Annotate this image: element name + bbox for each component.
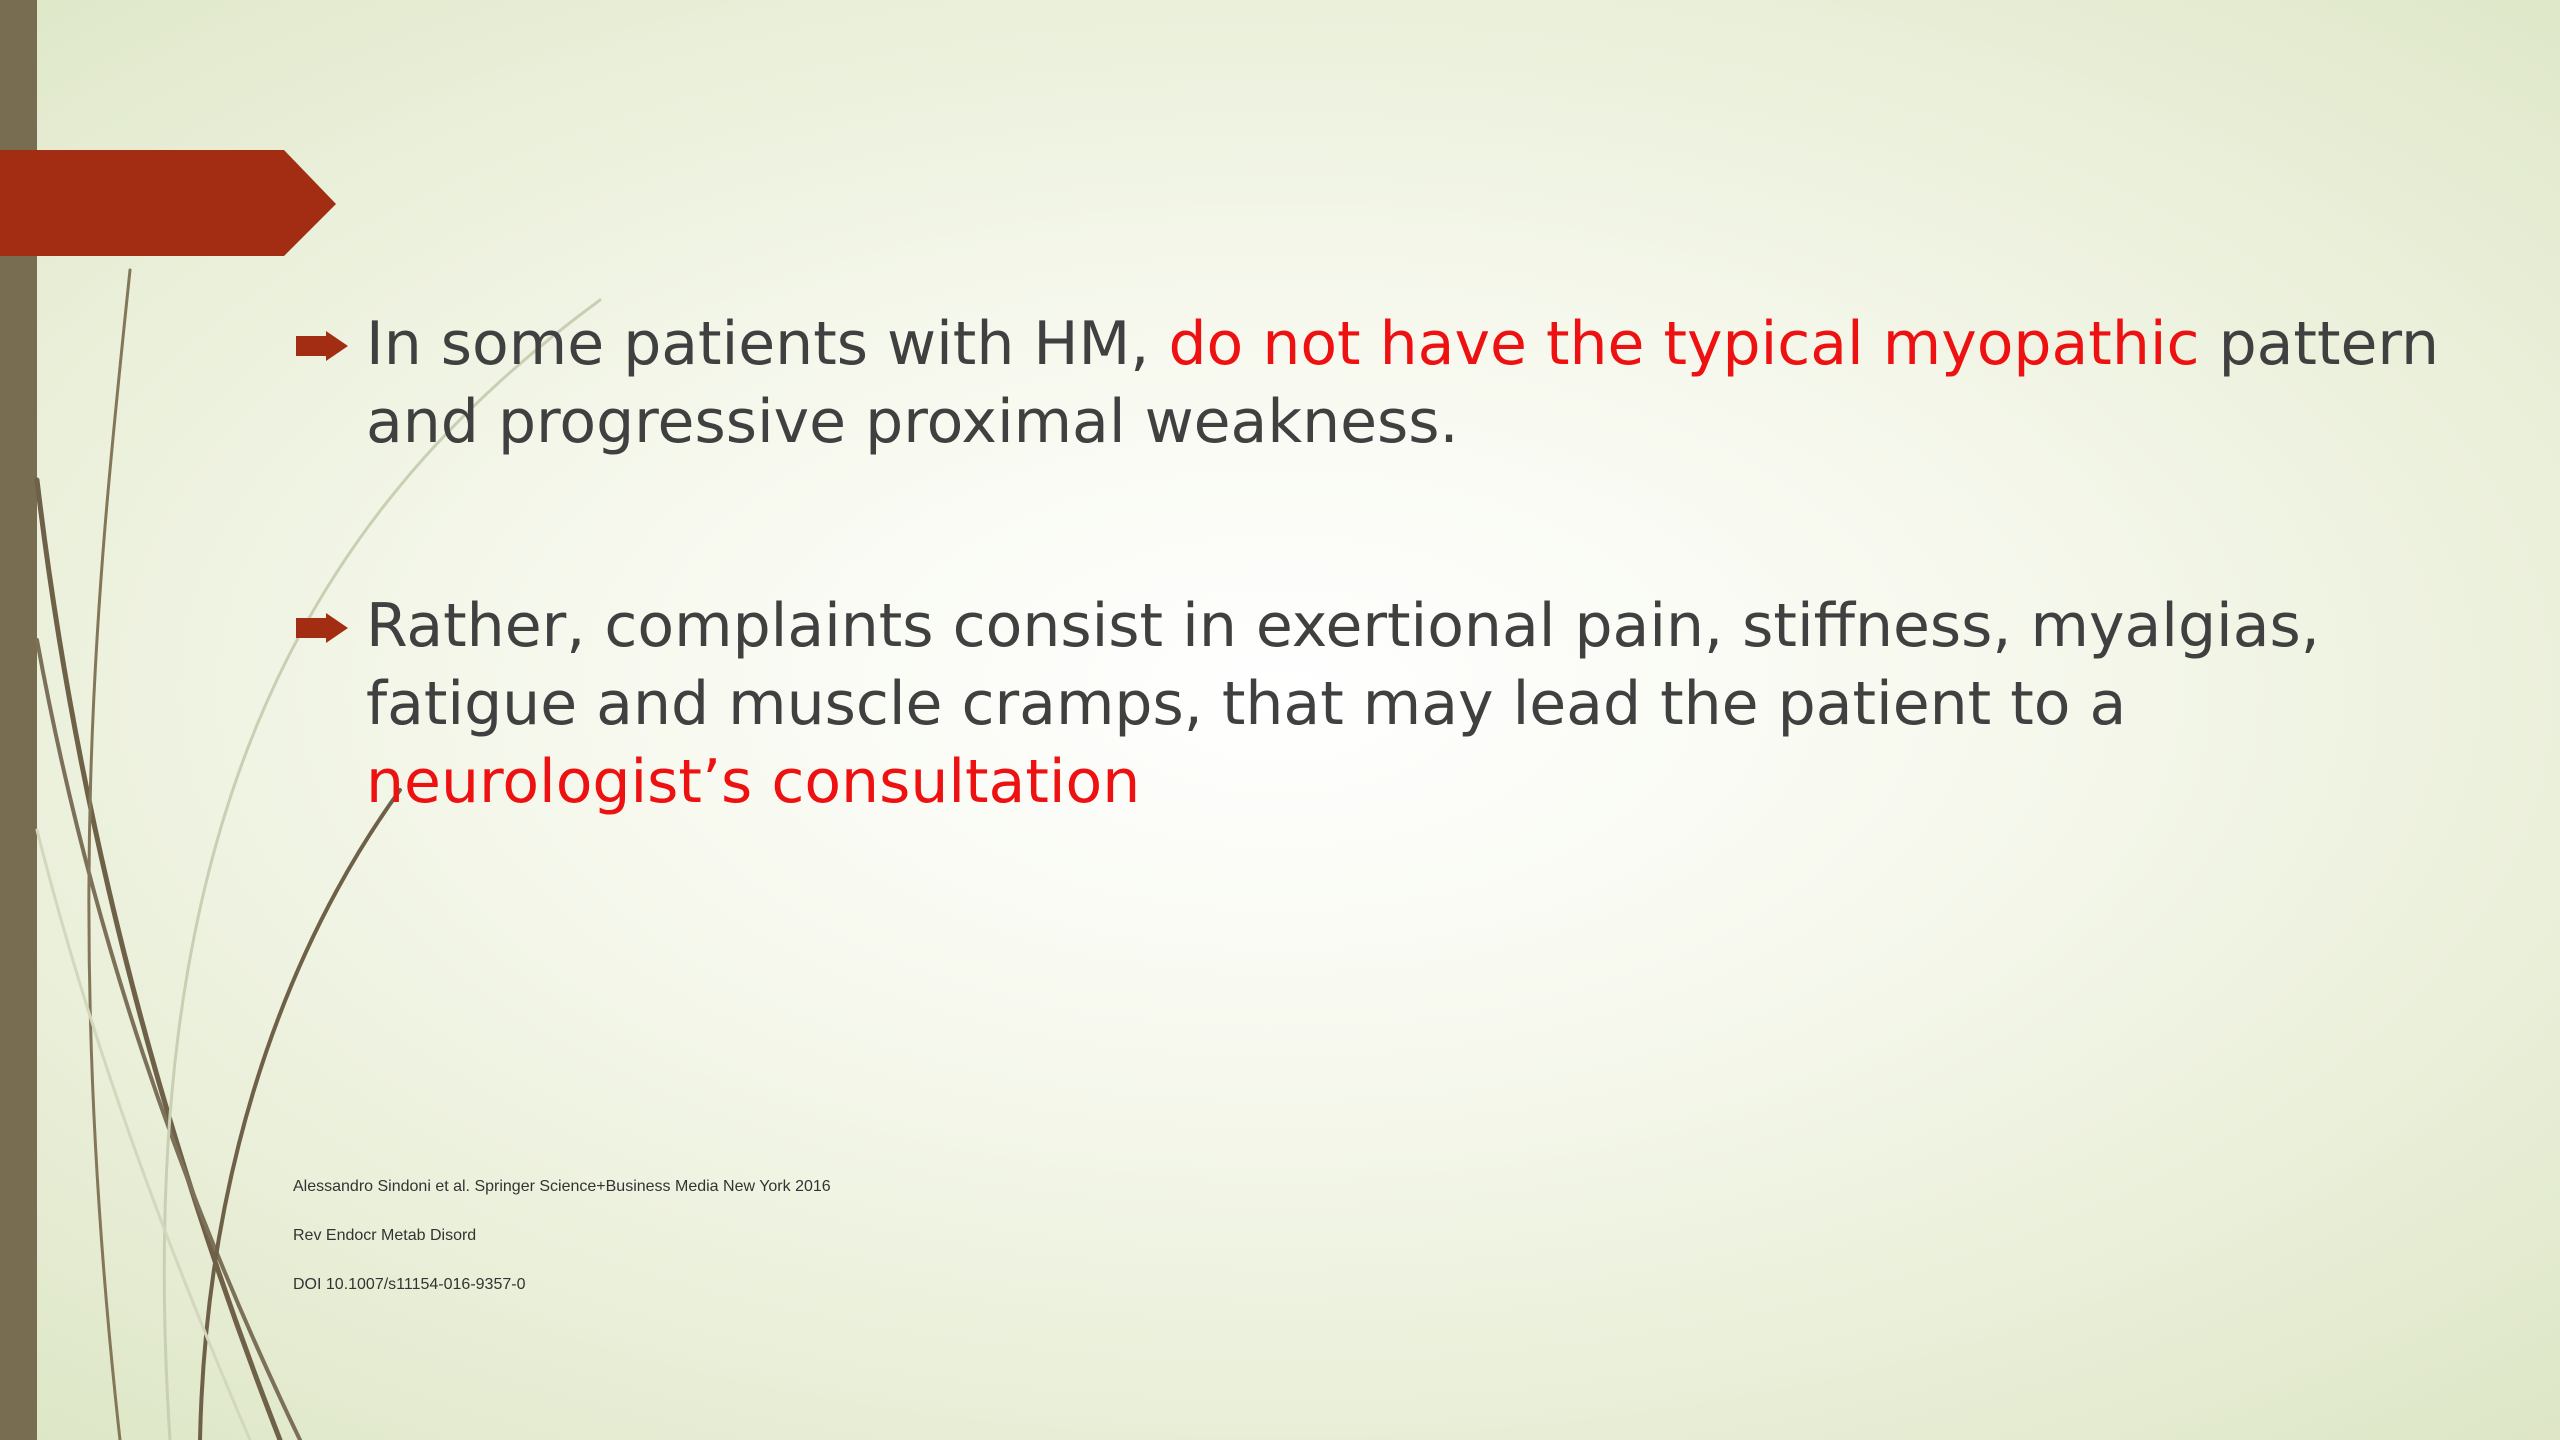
bullet-text: pattern and progressive proximal weakness. xyxy=(366,309,2440,457)
reference-line: Alessandro Sindoni et al. Springer Science+Business Media New York 2016 xyxy=(293,1178,831,1195)
highlighted-text: do not have the typical myopathic xyxy=(1168,309,2200,379)
bullet-text: In some patients with HM, xyxy=(366,309,1169,379)
bullet-item xyxy=(290,305,2530,461)
decor-curve xyxy=(89,270,130,1440)
highlighted-text: neurologist’s consultation xyxy=(366,747,1141,817)
decor-curve xyxy=(200,790,400,1440)
decor-curve xyxy=(37,830,250,1440)
arrow-bullet-icon xyxy=(296,331,348,361)
decor-curve xyxy=(37,640,300,1440)
arrow-bullet-icon xyxy=(296,613,348,643)
reference-line: Rev Endocr Metab Disord xyxy=(293,1227,477,1244)
bullet-text: Rather, complaints consist in exertional pain, stiffness, myalgias, fatigue and muscle cramps, that may lead the patient to a xyxy=(366,591,2320,739)
references xyxy=(293,1162,831,1309)
bullet-item xyxy=(290,587,2530,821)
arrow-banner-icon xyxy=(0,150,336,256)
reference-line: DOI 10.1007/s11154-016-9357-0 xyxy=(293,1276,526,1293)
slide-content xyxy=(290,305,2530,821)
